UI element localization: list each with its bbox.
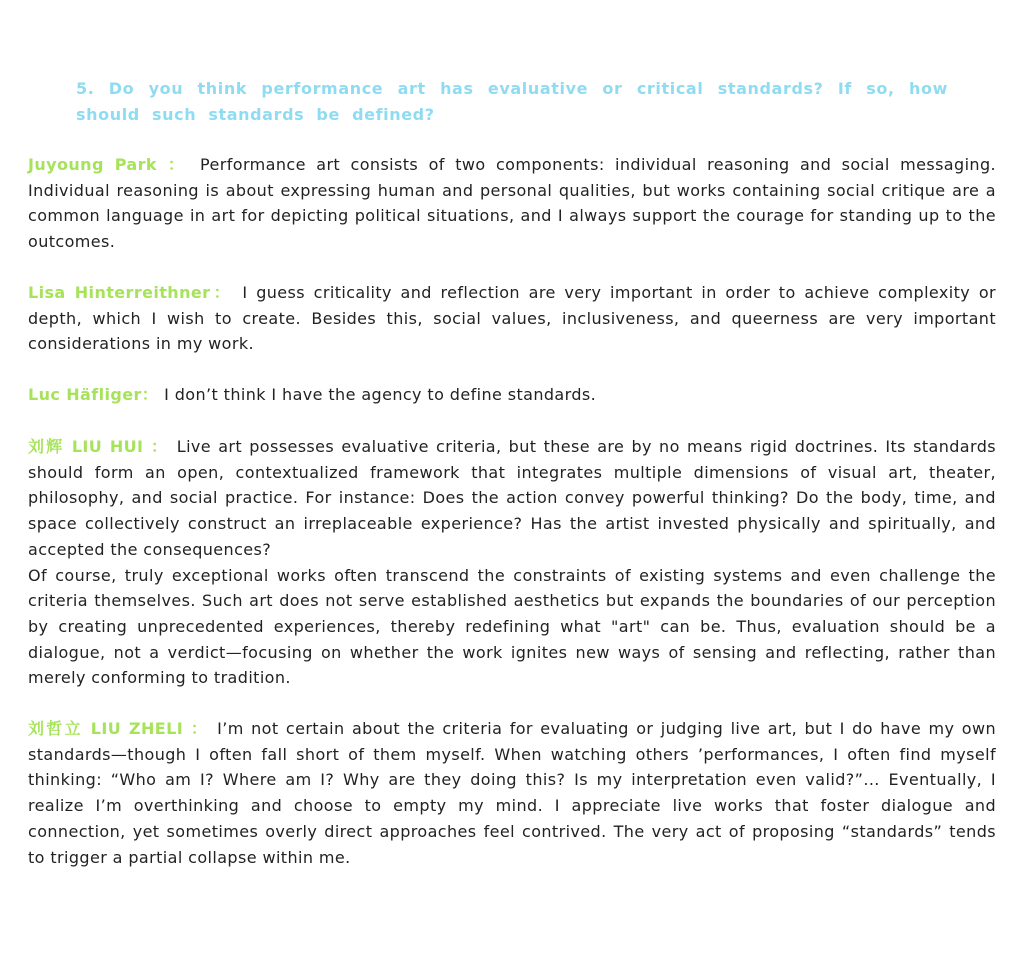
answer-paragraph bbox=[28, 280, 996, 357]
speaker-separator: ： bbox=[156, 155, 201, 174]
answer-text: I don’t think I have the agency to define standards. bbox=[164, 385, 597, 404]
speaker-name: Lisa Hinterreithner bbox=[28, 283, 211, 302]
speaker-name: Juyoung Park bbox=[28, 155, 157, 174]
answer-liu-zheli bbox=[28, 716, 996, 870]
speaker-name: 刘哲立 LIU ZHELI bbox=[28, 719, 184, 738]
answer-text: I guess criticality and reflection are very important in order to achieve complexity or depth, which I wish to create. Besides this, social values, inclusiveness, and queerness are very important considerations in my work. bbox=[28, 283, 996, 354]
answer-text: Performance art consists of two components: individual reasoning and social messaging. Individual reasoning is about expressing human and personal qualities, but works containing social critique are a common language in art for depicting political situations, and I always support the courage for standing up to the outcomes. bbox=[28, 155, 996, 252]
speaker-name: 刘辉 LIU HUI bbox=[28, 437, 144, 456]
speaker-separator: ： bbox=[143, 437, 177, 456]
answer-paragraph bbox=[28, 434, 996, 563]
answer-text: I’m not certain about the criteria for evaluating or judging live art, but I do have my own standards—though I often fall short of them myself. When watching others ’performances, I often find myself thinking: “Who am I? Where am I? Why are they doing this? Is my interpretation even valid?”... Eventually, I realize I’m overthinking and choose to empty my mind. I appreciate live works that foster dialogue and connection, yet sometimes overly direct approaches feel contrived. The very act of proposing “standards” tends to trigger a partial collapse within me. bbox=[28, 719, 996, 867]
answer-liu-hui bbox=[28, 434, 996, 691]
answer-text: Live art possesses evaluative criteria, but these are by no means rigid doctrines. Its standards should form an open, contextualized framework that integrates multiple dimensions of visual art, theater, philosophy, and social practice. For instance: Does the action convey powerful thinking? Do the body, time, and space collectively construct an irreplaceable experience? Has the artist invested physically and spiritually, and accepted the consequences? bbox=[28, 437, 996, 559]
speaker-separator: ： bbox=[210, 283, 243, 302]
answer-juyoung-park bbox=[28, 152, 996, 255]
answer-paragraph bbox=[28, 563, 996, 692]
answer-paragraph bbox=[28, 382, 996, 408]
answer-paragraph bbox=[28, 152, 996, 255]
speaker-separator: ： bbox=[141, 385, 165, 404]
question-heading: 5. Do you think performance art has evaluative or critical standards? If so, how should such standards be defined? bbox=[76, 79, 948, 124]
answer-luc-hafliger bbox=[28, 382, 996, 408]
speaker-name: Luc Häfliger bbox=[28, 385, 142, 404]
speaker-separator: ： bbox=[183, 719, 218, 738]
answer-lisa-hinterreithner bbox=[28, 280, 996, 357]
answer-text: Of course, truly exceptional works often transcend the constraints of existing systems and even challenge the criteria themselves. Such art does not serve established aesthetics but expands the boundaries of our perception by creating unprecedented experiences, thereby redefining what "art" can be. Thus, evaluation should be a dialogue, not a verdict—focusing on whether the work ignites new ways of sensing and reflecting, rather than merely conforming to tradition. bbox=[28, 565, 996, 688]
answer-paragraph bbox=[28, 716, 996, 870]
